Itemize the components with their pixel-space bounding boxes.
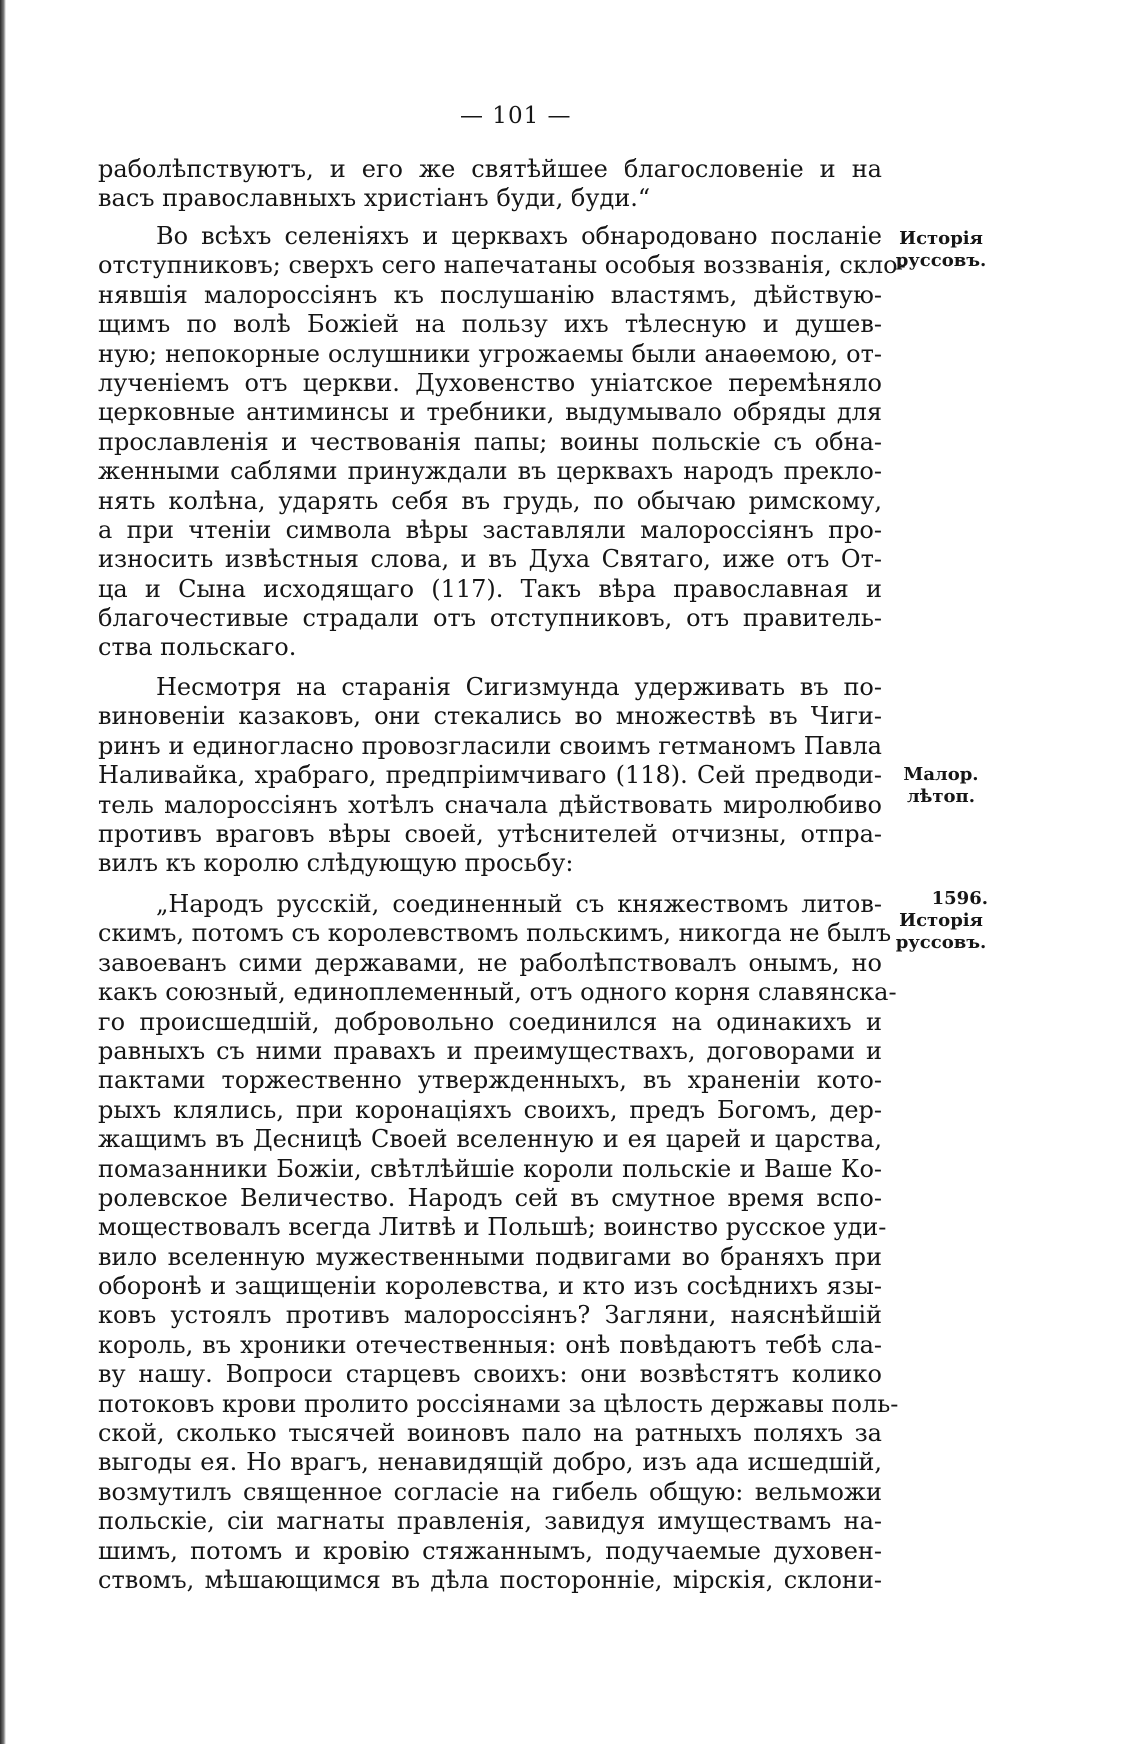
paragraph-3: [98, 673, 882, 879]
text-line: щимъ по волѣ Божіей на пользу ихъ тѣлесную и душев-: [98, 310, 882, 339]
text-line: равныхъ съ ними правахъ и преимуществахъ, договорами и: [98, 1036, 882, 1065]
text-line: ской, сколько тысячей воиновъ пало на ратныхъ поляхъ за: [98, 1419, 882, 1448]
text-line: помазанники Божіи, свѣтлѣйшіе короли польскіе и Ваше Ко-: [98, 1154, 882, 1183]
text-line: ковъ устоялъ противъ малороссіянъ? Загляни, наяснѣйшій: [98, 1301, 882, 1330]
margin-note-line: лѣтоп.: [907, 786, 975, 807]
text-line: Наливайка, храбраго, предпріимчиваго (118). Сей предводи-: [98, 761, 882, 790]
page-number: — 101 —: [460, 103, 572, 129]
text-line: Несмотря на старанія Сигизмунда удерживать въ по-: [156, 673, 882, 701]
text-line: рыхъ клялись, при коронаціяхъ своихъ, предъ Богомъ, дер-: [98, 1095, 882, 1124]
text-line: польскіе, сіи магнаты правленія, завидуя имуществамъ на-: [98, 1507, 882, 1536]
text-line: церковные антиминсы и требники, выдумывало обряды для: [98, 398, 882, 427]
text-line: Во всѣхъ селеніяхъ и церквахъ обнародовано посланіе: [156, 222, 882, 250]
page-edge-shadow: [0, 0, 6, 1744]
text-line: ствомъ, мѣшающимся въ дѣла посторонніе, мірскія, склони-: [98, 1565, 882, 1594]
paragraph-2: [98, 222, 906, 663]
text-line: оборонѣ и защищеніи королевства, и кто изъ сосѣднихъ язы-: [98, 1272, 882, 1301]
margin-note-year: 1596.: [931, 888, 988, 909]
text-line: ную; непокорные ослушники угрожаемы были анаѳемою, от-: [98, 339, 882, 368]
margin-note-malor-letop: [892, 764, 990, 808]
text-line: благочестивые страдали отъ отступниковъ, отъ правитель-: [98, 604, 882, 633]
paragraph-continuation: [98, 155, 882, 214]
text-line: раболѣпствуютъ, и его же святѣйшее благословеніе и на: [98, 155, 882, 183]
text-line: васъ православныхъ христіанъ буди, буди.“: [98, 184, 651, 213]
text-line: скимъ, потомъ съ королевствомъ польскимъ, никогда не былъ: [98, 919, 892, 948]
text-line: нять колѣна, ударять себя въ грудь, по обычаю римскому,: [98, 486, 882, 515]
text-line: виновеніи казаковъ, они стекались во множествѣ въ Чиги-: [98, 702, 882, 731]
text-line: износить извѣстныя слова, и въ Духа Святаго, иже отъ От-: [98, 545, 882, 574]
text-line: ринъ и единогласно провозгласили своимъ гетманомъ Павла: [98, 731, 882, 760]
margin-note-line: Исторія: [899, 228, 983, 249]
text-line: возмутилъ священное согласіе на гибель общую: вельможи: [98, 1477, 882, 1506]
text-line: вилъ къ королю слѣдующую просьбу:: [98, 849, 574, 878]
text-line: нявшія малороссіянъ къ послушанію властямъ, дѣйствую-: [98, 280, 882, 309]
text-line: потоковъ крови пролито россіянами за цѣлость державы поль-: [98, 1389, 899, 1418]
text-line: пактами торжественно утвержденныхъ, въ храненіи кото-: [98, 1066, 882, 1095]
text-line: прославленія и чествованія папы; воины польскіе съ обна-: [98, 427, 882, 456]
text-line: женными саблями принуждали въ церквахъ народъ прекло-: [98, 457, 882, 486]
text-line: выгоды ея. Но врагъ, ненавидящій добро, изъ ада исшедшій,: [98, 1448, 882, 1477]
text-line: тель малороссіянъ хотѣлъ сначала дѣйствовать миролюбиво: [98, 790, 882, 819]
margin-note-line: руссовъ.: [895, 250, 987, 271]
paragraph-4-petition: [98, 890, 899, 1595]
text-line: моществовалъ всегда Литвѣ и Польшѣ; воинство русское уди-: [98, 1213, 887, 1242]
text-line: король, въ хроники отечественныя: онѣ повѣдаютъ тебѣ сла-: [98, 1330, 882, 1359]
text-line: ства польскаго.: [98, 633, 297, 662]
text-line: противъ враговъ вѣры своей, утѣснителей отчизны, отпра-: [98, 819, 882, 848]
margin-note-line: Исторія: [899, 910, 983, 931]
text-line: а при чтеніи символа вѣры заставляли малороссіянъ про-: [98, 515, 882, 544]
text-line: шимъ, потомъ и кровію стяжаннымъ, подучаемые духовен-: [98, 1536, 882, 1565]
text-line: „Народъ русскій, соединенный съ княжествомъ литов-: [156, 890, 882, 918]
margin-note-line: Малор.: [903, 764, 979, 785]
text-line: лученіемъ отъ церкви. Духовенство уніатское перемѣняло: [98, 368, 882, 397]
text-line: отступниковъ; сверхъ сего напечатаны особыя воззванія, скло-: [98, 251, 906, 280]
text-line: ца и Сына исходящаго (117). Такъ вѣра православная и: [98, 574, 882, 603]
margin-note-line: руссовъ.: [895, 932, 987, 953]
margin-note-1596: [892, 888, 990, 954]
text-line: ву нашу. Вопроси старцевъ своихъ: они возвѣстятъ колико: [98, 1360, 882, 1389]
margin-note-istoriya-russov: [892, 228, 990, 272]
text-line: го происшедшій, добровольно соединился на одинакихъ и: [98, 1007, 882, 1036]
text-line: ролевское Величество. Народъ сей въ смутное время вспо-: [98, 1183, 882, 1212]
text-line: вило вселенную мужественными подвигами во браняхъ при: [98, 1242, 882, 1271]
text-line: завоеванъ сими державами, не раболѣпствовалъ онымъ, но: [98, 948, 882, 977]
text-line: какъ союзный, единоплеменный, отъ одного корня славянска-: [98, 978, 897, 1007]
text-line: жащимъ въ Десницѣ Своей вселенную и ея царей и царства,: [98, 1125, 882, 1154]
